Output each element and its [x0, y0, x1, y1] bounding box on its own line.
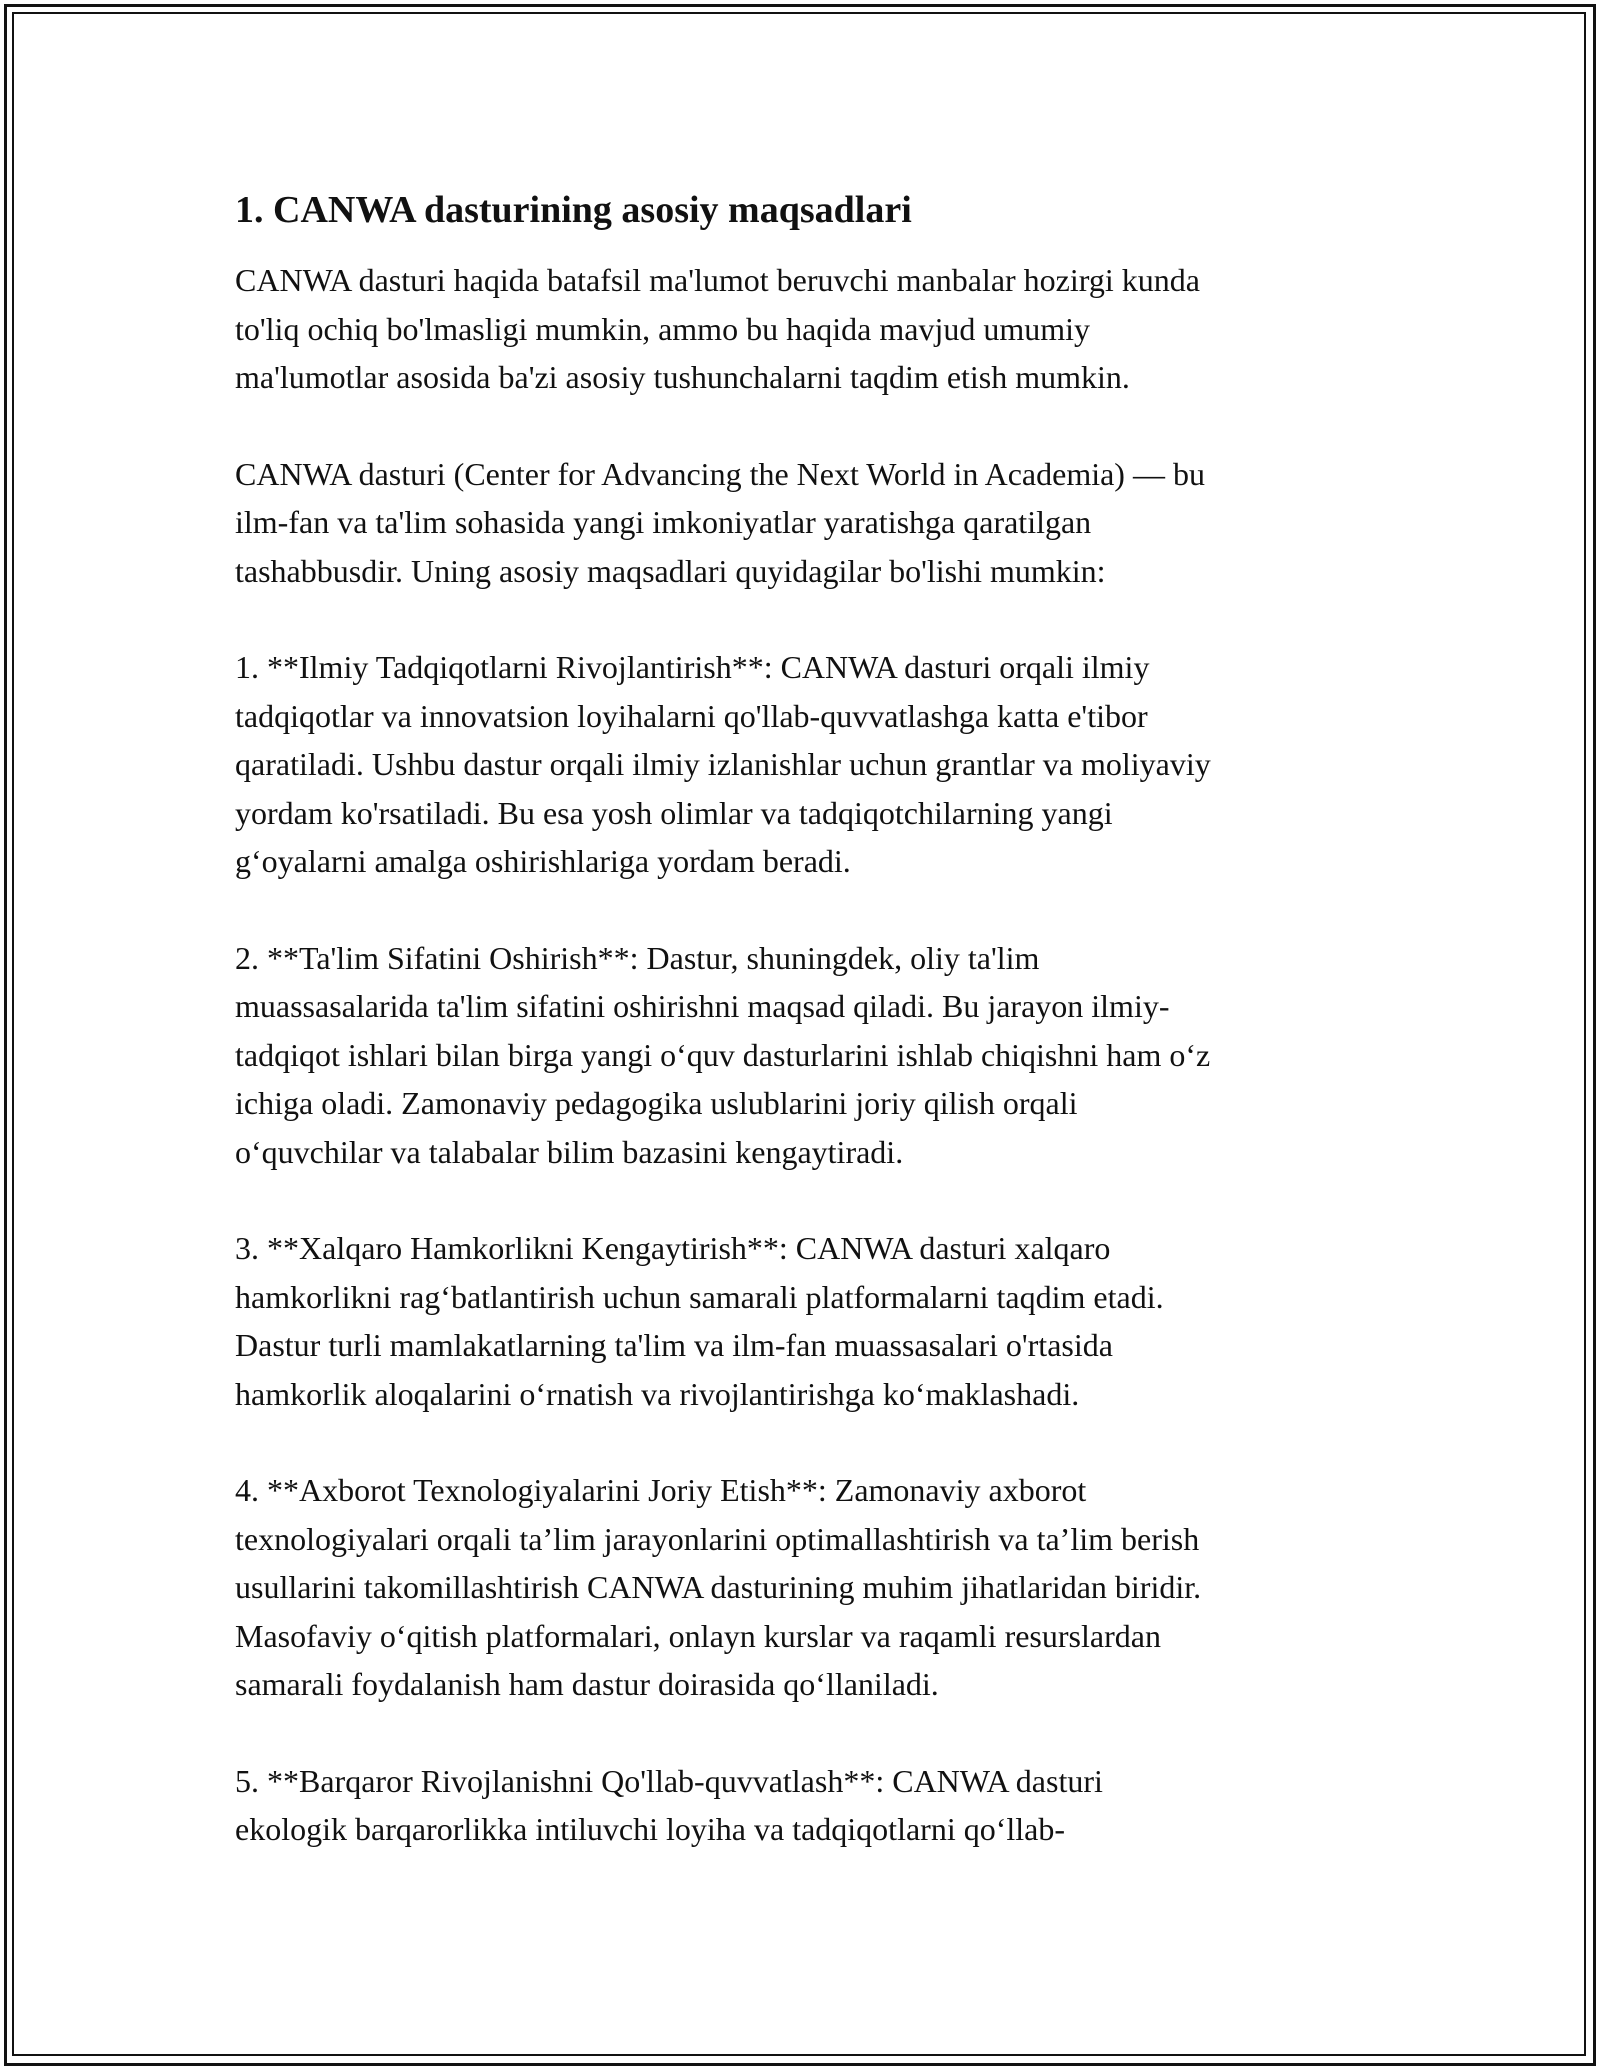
list-item-3: 3. **Xalqaro Hamkorlikni Kengaytirish**: CANWA dasturi xalqaro hamkorlikni rag‘batlantirish uchun samarali platformalarni taqdim etadi. Dastur turli mamlakatlarning ta'lim va ilm-fan muassasalari o'rtasida hamkorlik aloqalarini o‘rnatish va rivojlantirishga ko‘maklashadi.: [235, 1230, 1164, 1412]
paragraph-intro: CANWA dasturi haqida batafsil ma'lumot beruvchi manbalar hozirgi kunda to'liq ochiq bo'lmasligi mumkin, ammo bu haqida mavjud umumiy ma'lumotlar asosida ba'zi asosiy tushunchalarni taqdim etish mumkin.: [235, 262, 1200, 395]
paragraph-definition: CANWA dasturi (Center for Advancing the Next World in Academia) — bu ilm-fan va ta'lim sohasida yangi imkoniyatlar yaratishga qaratilgan tashabbusdir. Uning asosiy maqsadlari quyidagilar bo'lishi mumkin:: [235, 455, 1205, 589]
list-item-1: 1. **Ilmiy Tadqiqotlarni Rivojlantirish**: CANWA dasturi orqali ilmiy tadqiqotlar va innovatsion loyihalarni qo'llab-quvvatlashga katta e'tibor qaratiladi. Ushbu dastur orqali ilmiy izlanishlar uchun grantlar va moliyaviy yordam ko'rsatiladi. Bu esa yosh olimlar va tadqiqotchilarning yangi g‘oyalarni amalga oshirishlariga yordam beradi.: [235, 649, 1211, 879]
section-heading: 1. CANWA dasturining asosiy maqsadlari: [235, 189, 912, 231]
document-body: [235, 186, 1375, 1902]
list-item-4: 4. **Axborot Texnologiyalarini Joriy Etish**: Zamonaviy axborot texnologiyalari orqali ta’lim jarayonlarini optimallashtirish va ta’lim berish usullarini takomillashtirish CANWA dasturining muhim jihatlaridan biridir. Masofaviy o‘qitish platformalari, onlayn kurslar va raqamli resurslardan samarali foydalanish ham dastur doirasida qo‘llaniladi.: [235, 1472, 1202, 1702]
list-item-2: 2. **Ta'lim Sifatini Oshirish**: Dastur, shuningdek, oliy ta'lim muassasalarida ta'lim sifatini oshirishni maqsad qiladi. Bu jarayon ilmiy- tadqiqot ishlari bilan birga yangi o‘quv dasturlarini ishlab chiqishni ham o‘z ichiga oladi. Zamonaviy pedagogika uslublarini joriy qilish orqali o‘quvchilar va talabalar bilim bazasini kengaytiradi.: [235, 939, 1211, 1170]
list-item-5: 5. **Barqaror Rivojlanishni Qo'llab-quvvatlash**: CANWA dasturi ekologik barqarorlikka intiluvchi loyiha va tadqiqotlarni qo‘llab-: [235, 1762, 1103, 1847]
